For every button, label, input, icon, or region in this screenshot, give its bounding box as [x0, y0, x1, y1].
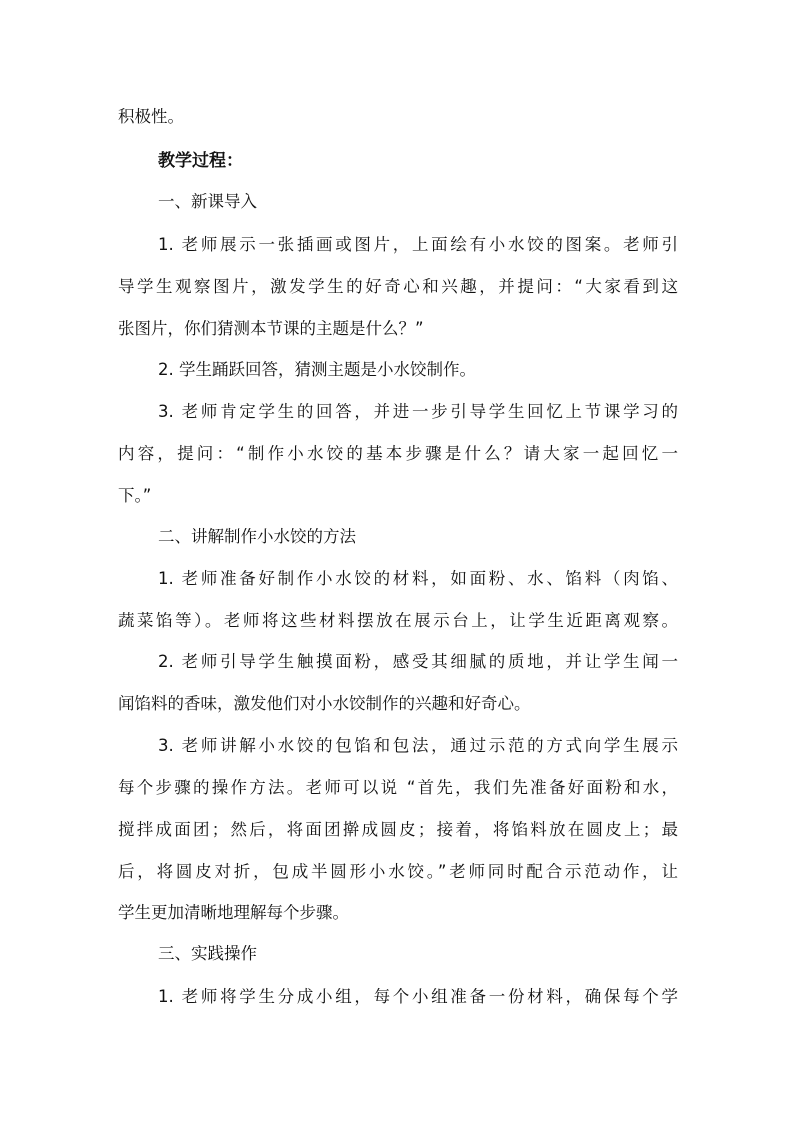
paragraph-line: 3. 老师肯定学生的回答，并进一步引导学生回忆上节课学习的 — [158, 402, 678, 421]
paragraph-line: 蔬菜馅等）。老师将这些材料摆放在展示台上，让学生近距离观察。 — [118, 611, 678, 630]
paragraph-line: 1. 老师准备好制作小水饺的材料，如面粉、水、馅料（肉馅、 — [158, 569, 678, 588]
paragraph-line: 2. 老师引导学生触摸面粉，感受其细腻的质地，并让学生闻一 — [158, 652, 678, 671]
paragraph-line: 闻馅料的香味，激发他们对小水饺制作的兴趣和好奇心。 — [118, 694, 531, 713]
paragraph-line: 搅拌成面团；然后，将面团擀成圆皮；接着，将馅料放在圆皮上；最 — [118, 820, 678, 839]
section-heading: 教学过程： — [158, 151, 243, 171]
paragraph-line: 2. 学生踊跃回答，猜测主题是小水饺制作。 — [158, 360, 476, 379]
paragraph-line: 学生更加清晰地理解每个步骤。 — [118, 903, 349, 922]
paragraph-line: 张图片，你们猜测本节课的主题是什么？” — [118, 319, 424, 338]
paragraph-line: 后，将圆皮对折，包成半圆形小水饺。”老师同时配合示范动作，让 — [118, 862, 678, 881]
paragraph-line: 内容，提问：“制作小水饺的基本步骤是什么？请大家一起回忆一 — [118, 444, 678, 463]
paragraph-line: 1. 老师展示一张插画或图片，上面绘有小水饺的图案。老师引 — [158, 235, 678, 254]
paragraph-line: 每个步骤的操作方法。老师可以说 “首先，我们先准备好面粉和水， — [118, 778, 678, 797]
subsection-heading: 一、新课导入 — [158, 192, 257, 211]
subsection-heading: 三、实践操作 — [158, 944, 257, 963]
paragraph-line: 导学生观察图片，激发学生的好奇心和兴趣，并提问：“大家看到这 — [118, 277, 678, 296]
paragraph-line: 1. 老师将学生分成小组，每个小组准备一份材料，确保每个学 — [158, 987, 678, 1006]
subsection-heading: 二、讲解制作小水饺的方法 — [158, 527, 356, 546]
paragraph-line: 3. 老师讲解小水饺的包馅和包法，通过示范的方式向学生展示 — [158, 736, 678, 755]
paragraph-line: 下。” — [118, 486, 152, 505]
paragraph-line: 积极性。 — [118, 107, 184, 126]
